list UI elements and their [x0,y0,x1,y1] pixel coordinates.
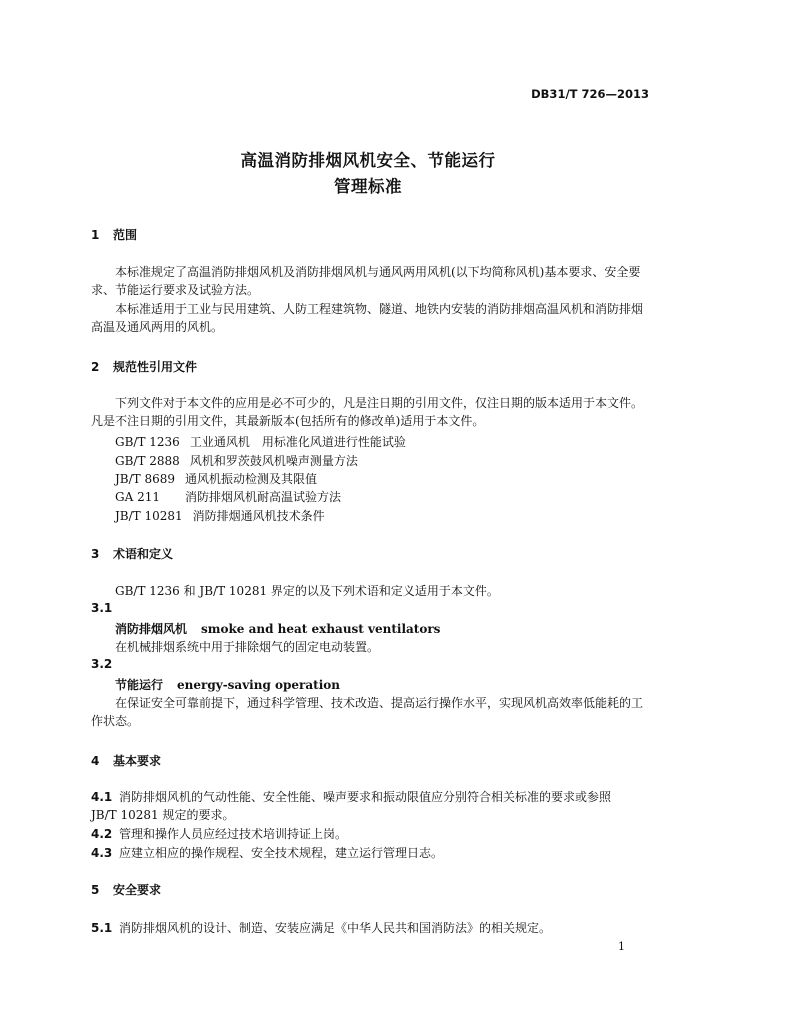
term-definition: 在保证安全可靠前提下，通过科学管理、技术改造、提高运行操作水平，实现风机高效率低能耗的工作状态。 [91,696,644,728]
section-heading-normative-references [91,358,197,375]
term-entry [115,676,340,693]
reference-title: 消防排烟风机耐高温试验方法 [185,490,342,504]
section-heading-scope [91,226,137,243]
section-heading-terms-definitions [91,545,173,562]
reference-code: GB/T 2888 [115,454,180,468]
clause-text: 消防排烟风机的气动性能、安全性能、噪声要求和振动限值应分别符合相关标准的要求或参照 [119,790,612,804]
clause-item [91,919,551,936]
clause-number: 4.1 [91,790,113,804]
term-entry [115,620,440,637]
reference-code: GA 211 [115,490,160,504]
term-definition: 在机械排烟系统中用于排除烟气的固定电动装置。 [115,640,380,654]
reference-item [115,507,325,524]
clause-item [91,788,611,805]
section-title: 范围 [113,228,138,242]
clause-number: 5.1 [91,921,113,935]
clause-number: 4.3 [91,846,113,860]
term-zh: 节能运行 [115,678,164,692]
reference-title: 通风机振动检测及其限值 [185,472,318,486]
reference-code: GB/T 1236 [115,435,180,449]
scope-paragraph-1: 本标准规定了高温消防排烟风机及消防排烟风机与通风两用风机(以下均简称风机)基本要求、安全要求、节能运行要求及试验方法。 [91,265,641,297]
clause-text: 应建立相应的操作规程、安全技术规程，建立运行管理日志。 [119,846,444,860]
reference-item [115,452,358,469]
section-heading-safety-requirements [91,881,161,898]
reference-item [115,433,406,450]
section-title: 术语和定义 [113,547,174,561]
term-number: 3.1 [91,601,113,615]
reference-code: JB/T 8689 [115,472,176,486]
reference-item [115,470,317,487]
clause-text: 消防排烟风机的设计、制造、安装应满足《中华人民共和国消防法》的相关规定。 [119,921,552,935]
references-intro-paragraph: 下列文件对于本文件的应用是必不可少的，凡是注日期的引用文件，仅注日期的版本适用于本文件。凡是不注日期的引用文件，其最新版本(包括所有的修改单)适用于本文件。 [91,396,644,428]
term-en: smoke and heat exhaust ventilators [201,622,441,636]
document-title-line2: 管理标准 [334,177,402,196]
section-number: 2 [91,360,100,374]
section-number: 1 [91,228,100,242]
clause-item [91,825,347,842]
clause-continuation: JB/T 10281 规定的要求。 [91,808,235,822]
section-number: 5 [91,883,100,897]
document-title-line1: 高温消防排烟风机安全、节能运行 [240,151,496,170]
section-title: 基本要求 [113,754,162,768]
term-number: 3.2 [91,657,113,671]
section-number: 3 [91,547,100,561]
clause-number: 4.2 [91,827,113,841]
section-title: 规范性引用文件 [113,360,198,374]
reference-title: 消防排烟通风机技术条件 [192,509,325,523]
section-heading-basic-requirements [91,752,161,769]
reference-code: JB/T 10281 [115,509,183,523]
page-number: 1 [618,940,625,953]
clause-text: 管理和操作人员应经过技术培训持证上岗。 [119,827,348,841]
scope-paragraph-2: 本标准适用于工业与民用建筑、人防工程建筑物、隧道、地铁内安装的消防排烟高温风机和消防排烟高温及通风两用的风机。 [91,302,644,334]
reference-item [115,488,341,505]
term-zh: 消防排烟风机 [115,622,188,636]
clause-item [91,844,443,861]
reference-title: 工业通风机 用标准化风道进行性能试验 [189,435,406,449]
terms-intro-paragraph: GB/T 1236 和 JB/T 10281 界定的以及下列术语和定义适用于本文件。 [115,584,499,598]
section-title: 安全要求 [113,883,162,897]
term-en: energy-saving operation [177,678,340,692]
reference-title: 风机和罗茨鼓风机噪声测量方法 [189,454,358,468]
standard-number: DB31/T 726—2013 [531,87,649,101]
section-number: 4 [91,754,100,768]
